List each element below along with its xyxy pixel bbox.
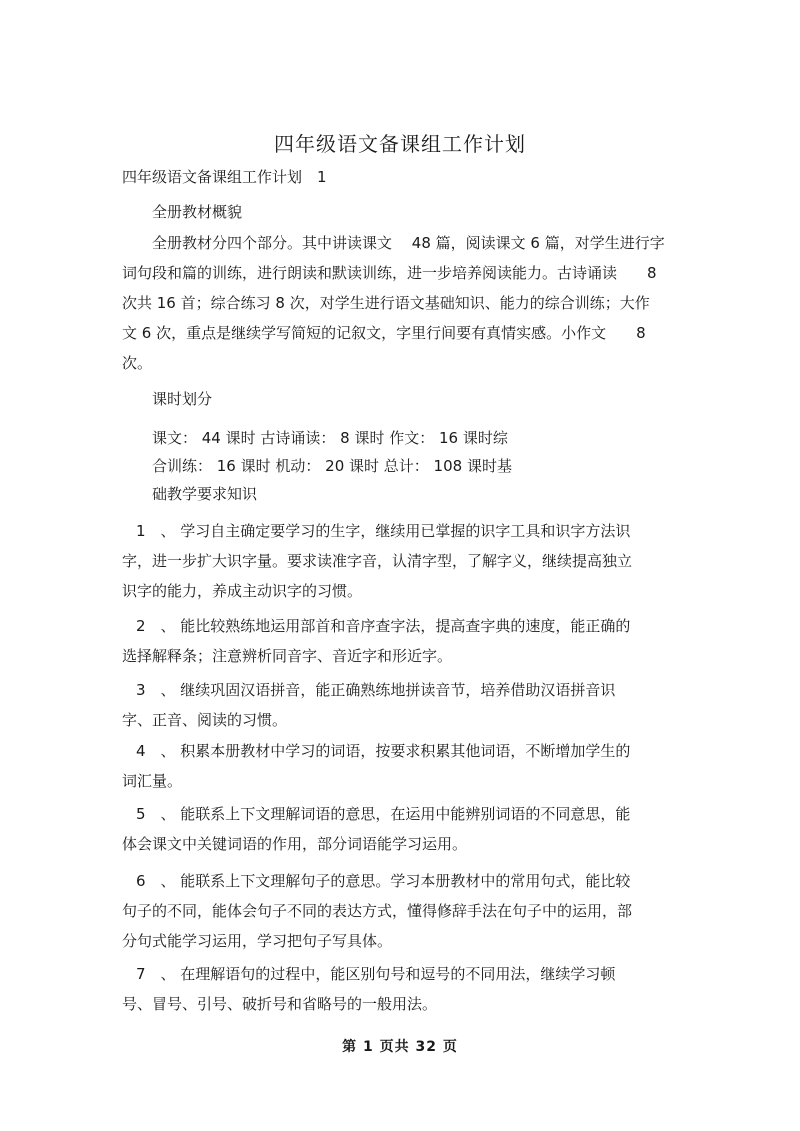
schedule-heading: 课时划分 (152, 390, 213, 408)
document-subtitle: 四年级语文备课组工作计划 1 (122, 168, 327, 186)
requirement-4 (122, 736, 682, 796)
paragraph-line: 4 、 积累本册教材中学习的词语，按要求积累其他词语，不断增加学生的 (136, 742, 631, 760)
schedule-line: 础教学要求知识 (152, 485, 258, 503)
overview-paragraph (122, 228, 682, 378)
schedule-line: 合训练： 16 课时 机动： 20 课时 总计： 108 课时基 (152, 457, 512, 475)
paragraph-line: 2 、 能比较熟练地运用部首和音序查字法，提高查字典的速度，能正确的 (136, 617, 631, 635)
paragraph-line: 文 6 次，重点是继续学写简短的记叙文，字里行间要有真情实感。小作文 8 (122, 324, 646, 342)
paragraph-line: 1 、 学习自主确定要学习的生字，继续用已掌握的识字工具和识字方法识 (136, 522, 631, 540)
paragraph-line: 字，进一步扩大识字量。要求读准字音，认清字型，了解字义，继续提高独立 (122, 552, 633, 570)
paragraph-line: 号、冒号、引号、破折号和省略号的一般用法。 (122, 995, 438, 1013)
paragraph-line: 5 、 能联系上下文理解词语的意思，在运用中能辨别词语的不同意思，能 (136, 805, 631, 823)
paragraph-line: 识字的能力，养成主动识字的习惯。 (122, 582, 363, 600)
paragraph-line: 分句式能学习运用，学习把句子写具体。 (122, 932, 393, 950)
paragraph-line: 字、正音、阅读的习惯。 (122, 711, 288, 729)
paragraph-line: 词句段和篇的训练，进行朗读和默读训练，进一步培养阅读能力。古诗诵读 8 (122, 264, 657, 282)
page-footer: 第 1 页共 32 页 (342, 1039, 458, 1055)
requirement-5 (122, 799, 682, 859)
requirement-2 (122, 611, 682, 671)
paragraph-line: 选择解释条；注意辨析同音字、音近字和形近字。 (122, 647, 453, 665)
requirement-7 (122, 959, 682, 1019)
paragraph-line: 全册教材分四个部分。其中讲读课文 48 篇，阅读课文 6 篇，对学生进行字 (152, 234, 665, 252)
paragraph-line: 句子的不同，能体会句子不同的表达方式，懂得修辞手法在句子中的运用，部 (122, 902, 633, 920)
paragraph-line: 次。 (122, 354, 153, 372)
document-title: 四年级语文备课组工作计划 (274, 132, 526, 156)
overview-heading: 全册教材概貌 (152, 203, 243, 221)
paragraph-line: 词汇量。 (122, 772, 183, 790)
paragraph-line: 体会课文中关键词语的作用，部分词语能学习运用。 (122, 835, 468, 853)
paragraph-line: 次共 16 首；综合练习 8 次，对学生进行语文基础知识、能力的综合训练；大作 (122, 294, 650, 312)
requirement-1 (122, 516, 682, 606)
paragraph-line: 3 、 继续巩固汉语拼音，能正确熟练地拼读音节，培养借助汉语拼音识 (136, 681, 616, 699)
paragraph-line: 7 、 在理解语句的过程中，能区别句号和逗号的不同用法，继续学习顿 (136, 965, 616, 983)
schedule-line: 课文： 44 课时 古诗诵读： 8 课时 作文： 16 课时综 (152, 429, 508, 447)
paragraph-line: 6 、 能联系上下文理解句子的意思。学习本册教材中的常用句式，能比较 (136, 872, 631, 890)
requirement-3 (122, 675, 682, 735)
requirement-6 (122, 866, 682, 956)
